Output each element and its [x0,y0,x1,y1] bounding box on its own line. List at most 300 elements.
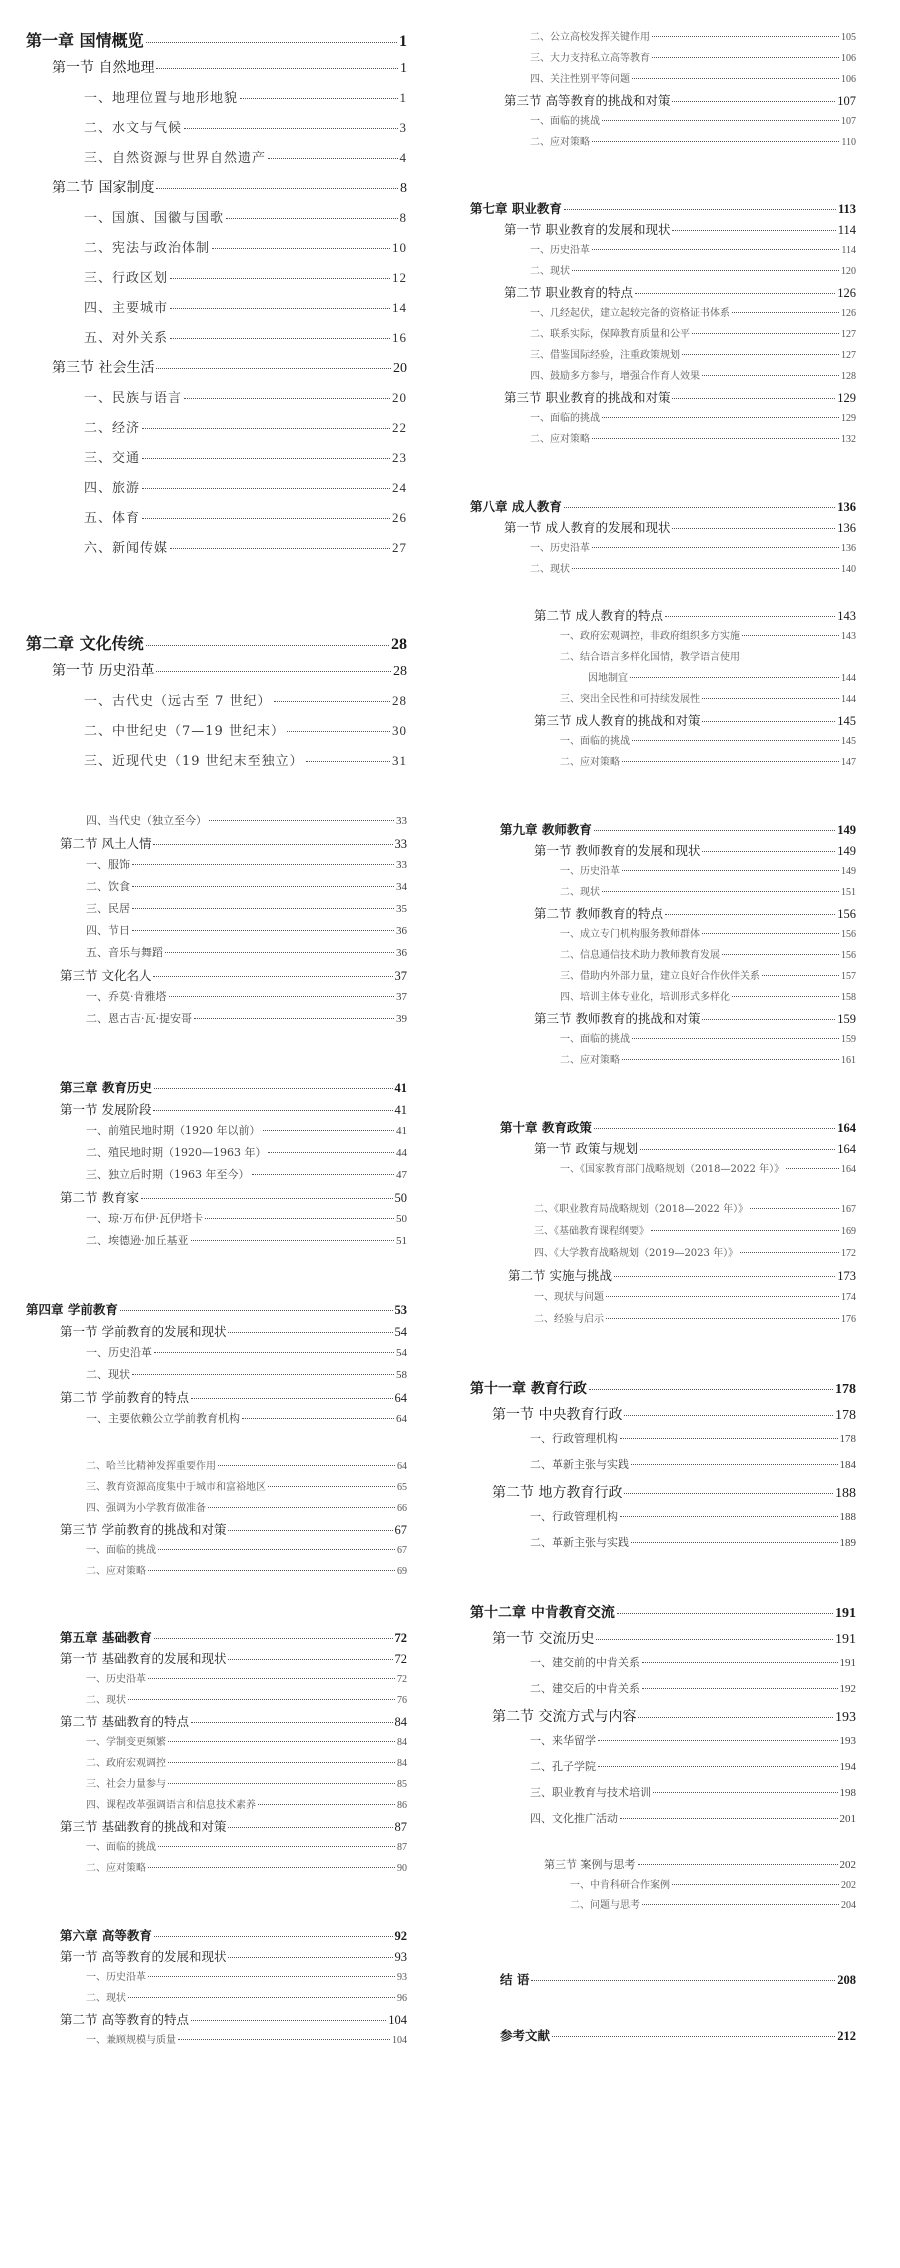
toc-entry-title: 三、借助内外部力量，建立良好合作伙伴关系 [560,971,760,982]
toc-page-number: 76 [397,1695,407,1706]
dot-leader [624,1415,833,1416]
toc-page-number: 1 [399,33,407,50]
toc-entry-title: 第二节 教师教育的特点 [534,906,663,921]
toc-page-number: 36 [396,925,407,937]
dot-leader [564,507,835,508]
toc-entry [26,1817,407,1835]
toc-page-number: 169 [841,1226,856,1237]
toc-page-number: 167 [841,1204,856,1215]
toc-entry [470,1810,856,1826]
toc-entry [470,1654,856,1670]
toc-page-number: 93 [394,1950,407,1964]
toc-entry [500,862,856,877]
toc-entry-title: 五、音乐与舞蹈 [86,946,163,959]
toc-entry [470,304,856,319]
toc-entry [26,177,407,197]
toc-entry [26,237,407,256]
toc-entry-title: 四、文化推广活动 [530,1812,618,1825]
dot-leader [268,1486,395,1487]
toc-entry [500,732,856,747]
toc-entry-title: 一、琼·万布伊·瓦伊塔卡 [86,1212,203,1225]
dot-leader [732,312,839,313]
toc-entry [474,1266,856,1284]
toc-entry [26,988,407,1004]
toc-entry [26,1796,407,1811]
toc-page-number: 198 [839,1787,856,1799]
toc-entry-title: 二、结合语言多样化国情，教学语言使用 [560,652,740,663]
toc-entry [492,1628,856,1648]
dot-leader [128,1699,395,1700]
dot-leader [194,1018,394,1019]
toc-page-number: 161 [841,1055,856,1066]
toc-entry-title: 二、现状 [560,887,600,898]
toc-entry [26,1691,407,1706]
toc-entry [26,1926,407,1944]
toc-page-number: 149 [841,866,856,877]
toc-page-number: 20 [392,390,407,405]
toc-entry [26,900,407,916]
dot-leader [252,1174,395,1175]
toc-entry-title: 二、政府宏观调控 [86,1758,166,1769]
toc-page-number: 145 [841,736,856,747]
dot-leader [665,616,835,617]
toc-entry [26,1947,407,1965]
toc-entry-title: 四、关注性别平等问题 [530,74,630,85]
toc-page-number: 113 [837,202,856,216]
toc-entry [470,1456,856,1472]
toc-entry-title: 第十章 教育政策 [500,1120,592,1135]
dot-leader [153,976,392,977]
toc-entry-title: 第一节 交流历史 [492,1631,595,1647]
toc-page-number: 164 [837,1121,856,1135]
toc-entry-title: 第一节 基础教育的发展和现状 [60,1651,227,1666]
dot-leader [240,98,397,99]
toc-entry-title: 第二节 地方教育行政 [492,1485,623,1501]
toc-entry [500,690,856,705]
dot-leader [156,368,391,369]
dot-leader [606,1318,839,1319]
toc-page-number: 24 [392,480,407,495]
dot-leader [702,721,835,722]
toc-page-number: 72 [397,1674,407,1685]
toc-entry-title: 一、行政管理机构 [530,1432,618,1445]
toc-page-number: 144 [841,694,856,705]
toc-entry [500,883,856,898]
toc-page-number: 33 [396,815,407,827]
toc-page-number: 36 [396,947,407,959]
dot-leader [148,1678,395,1679]
dot-leader [132,886,394,887]
toc-entry [470,1430,856,1446]
toc-entry [470,241,856,256]
toc-entry [500,988,856,1003]
dot-leader [168,1783,395,1784]
toc-entry [470,1602,856,1622]
toc-entry [26,1166,407,1182]
toc-page-number: 184 [839,1459,856,1471]
dot-leader [642,1662,838,1663]
toc-entry [500,841,856,859]
toc-entry [26,1188,407,1206]
dot-leader [154,1638,393,1639]
toc-entry [26,1322,407,1340]
toc-entry-title: 第二节 交流方式与内容 [492,1709,637,1725]
toc-page-number: 14 [392,300,407,315]
toc-entry-title: 一、现状与问题 [534,1292,604,1303]
dot-leader [564,209,836,210]
toc-entry [528,669,856,684]
toc-entry [470,539,856,554]
toc-entry-title: 第六章 高等教育 [60,1928,152,1943]
toc-entry [26,537,407,556]
toc-page-number: 129 [841,413,856,424]
toc-entry [26,1838,407,1853]
toc-entry-title: 二、应对策略 [530,434,590,445]
toc-entry [26,944,407,960]
toc-entry-title: 第二节 基础教育的特点 [60,1714,189,1729]
toc-page-number: 149 [837,844,856,858]
dot-leader [622,870,839,871]
toc-entry-title: 第十一章 教育行政 [470,1381,587,1397]
toc-entry [26,1968,407,1983]
toc-entry-title: 第三节 职业教育的挑战和对策 [504,390,671,405]
toc-entry [470,497,856,515]
dot-leader [184,128,397,129]
dot-leader [572,568,839,569]
toc-entry-title: 第八章 成人教育 [470,499,562,514]
toc-entry-title: 一、来华留学 [530,1734,596,1747]
toc-entry-title: 第一节 中央教育行政 [492,1407,623,1423]
toc-entry [500,904,856,922]
toc-page-number: 86 [397,1800,407,1811]
toc-entry [26,1989,407,2004]
toc-entry [470,220,856,238]
toc-entry [26,1754,407,1769]
toc-entry-title: 一、面临的挑战 [530,413,600,424]
toc-page-number: 106 [841,53,856,64]
dot-leader [306,761,390,762]
dot-leader [148,1867,395,1868]
toc-page-number: 64 [396,1413,407,1425]
dot-leader [665,914,835,915]
dot-leader [702,375,839,376]
toc-page-number: 33 [396,859,407,871]
toc-page-number: 107 [837,94,856,108]
toc-entry-title: 第二节 国家制度 [52,180,155,196]
toc-entry [26,1859,407,1874]
toc-entry-title: 一、面临的挑战 [560,1034,630,1045]
toc-page-number: 84 [397,1758,407,1769]
toc-entry [26,207,407,226]
toc-entry-title: 三、独立后时期（1963 年至今） [86,1168,250,1181]
toc-entry-title: 第一章 国情概览 [26,31,144,50]
toc-entry-title: 六、新闻传媒 [84,541,169,556]
dot-leader [702,698,839,699]
toc-entry-title: 第十二章 中肯教育交流 [470,1605,615,1621]
toc-entry-title: 一、历史沿革 [530,543,590,554]
toc-page-number: 33 [394,837,407,851]
toc-page-number: 54 [396,1347,407,1359]
toc-page-number: 8 [399,210,407,225]
toc-entry [470,346,856,361]
toc-entry-title: 一、面临的挑战 [86,1842,156,1853]
toc-page-number: 3 [399,120,407,135]
dot-leader [602,891,839,892]
toc-entry [470,560,856,575]
toc-entry [26,834,407,852]
toc-entry-title: 第二节 教育家 [60,1190,139,1205]
toc-page-number: 193 [839,1735,856,1747]
toc-entry-title: 五、体育 [84,511,141,526]
toc-page-number: 22 [392,420,407,435]
toc-entry [26,117,407,136]
toc-entry-title: 二、应对策略 [530,137,590,148]
toc-entry-title: 二、殖民地时期（1920—1963 年） [86,1146,267,1159]
toc-entry [500,925,856,940]
toc-entry [26,660,407,680]
toc-entry-title: 第一节 高等教育的发展和现状 [60,1949,227,1964]
dot-leader [132,864,394,865]
toc-page-number: 156 [841,950,856,961]
dot-leader [263,1130,395,1131]
toc-entry [26,1562,407,1577]
dot-leader [156,68,398,69]
dot-leader [631,1542,838,1543]
toc-entry-title: 二、现状 [86,1368,130,1381]
dot-leader [742,635,839,636]
toc-entry [510,1896,856,1911]
toc-entry [500,1118,856,1136]
dot-leader [191,2020,386,2021]
dot-leader [226,218,397,219]
toc-entry-title: 一、面临的挑战 [86,1545,156,1556]
toc-entry-title: 一、前殖民地时期（1920 年以前） [86,1124,261,1137]
dot-leader [156,671,391,672]
toc-entry-title: 二、中世纪史（7—19 世纪末） [84,724,285,739]
dot-leader [632,1038,839,1039]
toc-page-number: 72 [394,1631,407,1645]
toc-entry [500,1051,856,1066]
toc-entry [26,1649,407,1667]
toc-page-number: 90 [397,1863,407,1874]
toc-entry-title: 结 语 [500,1972,530,1987]
dot-leader [287,731,390,732]
toc-entry-title: 二、经验与启示 [534,1314,604,1325]
toc-entry [26,297,407,316]
dot-leader [154,1088,393,1089]
toc-entry [500,1970,856,1988]
toc-entry [470,430,856,445]
toc-page-number: 156 [837,907,856,921]
dot-leader [592,141,839,142]
toc-entry-title: 一、历史沿革 [86,1346,152,1359]
toc-page-number: 41 [394,1081,407,1095]
toc-page-number: 84 [394,1715,407,1729]
toc-page-number: 172 [841,1248,856,1259]
toc-entry [26,387,407,406]
dot-leader [572,270,839,271]
toc-page-number: 28 [391,636,407,653]
dot-leader [642,1688,838,1689]
dot-leader [617,1613,833,1614]
toc-page-number: 58 [396,1369,407,1381]
dot-leader [592,547,839,548]
dot-leader [638,1864,838,1865]
toc-entry [26,1499,407,1514]
toc-entry [470,1508,856,1524]
toc-entry [26,1122,407,1138]
dot-leader [212,248,390,249]
dot-leader [606,1296,839,1297]
toc-page-number: 106 [841,74,856,85]
dot-leader [620,1438,838,1439]
toc-entry [26,1520,407,1538]
toc-page-number: 208 [837,1973,856,1987]
toc-entry-title: 四、强调为小学教育做准备 [86,1503,206,1514]
toc-entry [26,1232,407,1248]
toc-page-number: 164 [841,1164,856,1175]
toc-page-number: 20 [393,361,407,376]
dot-leader [120,1310,393,1311]
toc-entry [26,1388,407,1406]
toc-entry-title: 四、鼓励多方参与，增强合作育人效果 [530,371,700,382]
toc-page-number: 37 [394,969,407,983]
toc-entry [26,1366,407,1382]
toc-page-number: 50 [396,1213,407,1225]
dot-leader [672,230,835,231]
toc-entry [470,518,856,536]
dot-leader [642,1904,839,1905]
toc-entry-title: 第三节 社会生活 [52,360,155,376]
toc-page-number: 191 [835,1606,856,1621]
toc-entry-title: 二、埃德逊·加丘基亚 [86,1234,189,1247]
toc-page-number: 136 [841,543,856,554]
toc-page-number: 64 [394,1391,407,1405]
toc-page-number: 41 [396,1125,407,1137]
dot-leader [268,158,397,159]
toc-entry [500,1009,856,1027]
toc-page-number: 8 [400,181,407,196]
toc-page-number: 104 [388,2013,407,2027]
toc-page-number: 114 [841,245,856,256]
toc-entry-title: 第三节 文化名人 [60,968,152,983]
toc-page-number: 192 [839,1683,856,1695]
dot-leader [228,1530,392,1531]
dot-leader [632,740,839,741]
toc-entry-title: 四、当代史（独立至今） [86,814,207,827]
toc-page-number: 27 [392,540,407,555]
toc-page-number: 191 [839,1657,856,1669]
toc-page-number: 157 [841,971,856,982]
toc-entry-title: 二、哈兰比精神发挥重要作用 [86,1461,216,1472]
dot-leader [732,996,839,997]
toc-entry [26,1300,407,1318]
dot-leader [786,1168,839,1169]
toc-entry-title: 一、兼顾规模与质量 [86,2035,176,2046]
toc-page-number: 65 [397,1482,407,1493]
toc-entry-title: 二、公立高校发挥关键作用 [530,32,650,43]
dot-leader [552,2036,835,2037]
dot-leader [762,975,839,976]
dot-leader [148,1976,395,1977]
toc-entry [26,631,407,654]
toc-page-number: 23 [392,450,407,465]
dot-leader [672,398,835,399]
toc-entry-title: 因地制宜 [588,673,628,684]
toc-entry [474,1288,856,1303]
toc-entry [26,750,407,769]
dot-leader [702,1019,835,1020]
toc-page-number: 64 [397,1461,407,1472]
toc-entry [470,199,856,217]
toc-page-number: 136 [837,521,856,535]
dot-leader [170,548,390,549]
dot-leader [631,1464,838,1465]
toc-entry [474,1310,856,1325]
dot-leader [672,528,835,529]
toc-page-number: 87 [394,1820,407,1834]
toc-entry [26,477,407,496]
toc-page-number: 129 [837,391,856,405]
toc-entry-title: 二、现状 [530,564,570,575]
toc-entry [474,1200,856,1215]
toc-entry-title: 第一节 政策与规划 [534,1141,638,1156]
toc-entry-title: 第一节 自然地理 [52,60,155,76]
toc-entry-title: 第三节 高等教育的挑战和对策 [504,93,671,108]
toc-entry [492,1404,856,1424]
toc-page-number: 144 [841,673,856,684]
toc-page-number: 28 [392,693,407,708]
toc-entry-title: 三、借鉴国际经验，注重政策规划 [530,350,680,361]
dot-leader [228,1957,392,1958]
toc-page-number: 30 [392,723,407,738]
toc-page-number: 110 [841,137,856,148]
toc-page-number: 126 [841,308,856,319]
dot-leader [168,1762,395,1763]
dot-leader [168,1741,395,1742]
toc-page-number: 16 [392,330,407,345]
toc-entry-title: 第二节 高等教育的特点 [60,2012,189,2027]
toc-entry [26,2031,407,2046]
toc-page-number: 136 [837,500,856,514]
toc-entry [26,2010,407,2028]
dot-leader [218,1465,395,1466]
dot-leader [672,101,835,102]
toc-entry-title: 二、联系实际，保障教育质量和公平 [530,329,690,340]
toc-entry-title: 二、《职业教育局战略规划（2018—2022 年）》 [534,1204,749,1215]
toc-page-number: 173 [837,1269,856,1283]
toc-entry [474,1244,856,1259]
toc-entry [26,1457,407,1472]
dot-leader [652,57,839,58]
dot-leader [589,1389,833,1390]
toc-entry [470,133,856,148]
toc-entry [26,1344,407,1360]
toc-entry-title: 第四章 学前教育 [26,1302,118,1317]
toc-entry-title: 二、信息通信技术助力教师教育发展 [560,950,720,961]
toc-entry-title: 一、政府宏观调控，非政府组织多方实施 [560,631,740,642]
toc-page-number: 147 [841,757,856,768]
toc-entry-title: 第一节 历史沿革 [52,663,155,679]
dot-leader [184,398,390,399]
toc-page-number: 4 [399,150,407,165]
toc-entry [470,1732,856,1748]
toc-entry [26,447,407,466]
toc-page-number: 67 [394,1523,407,1537]
toc-page-number: 28 [393,664,407,679]
toc-entry-title: 二、建交后的中肯关系 [530,1682,640,1695]
dot-leader [228,1332,392,1333]
